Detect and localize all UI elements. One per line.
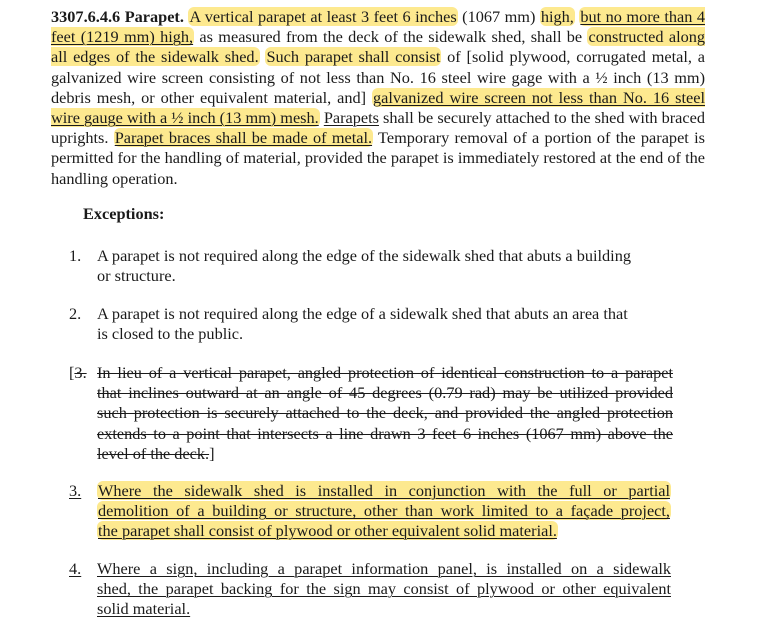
section-heading bbox=[51, 7, 184, 26]
exception-number-deleted: [3. bbox=[69, 363, 87, 382]
body-text: as measured from the deck of the sidewalk shed, shall be bbox=[194, 27, 588, 47]
deleted-line: level of the deck. bbox=[97, 443, 210, 463]
body-text: of [solid plywood, corrugated metal, a galvanized wire screen consisting of not less than No. 16 steel wire gage with a ½ inch (13 mm) debris mesh, or other equivalent material, and] bbox=[51, 47, 706, 107]
deleted-line: such protection is securely attached to the deck, and provided the angled protection bbox=[97, 403, 673, 423]
exception-number: 1. bbox=[69, 246, 82, 265]
close-bracket: ] bbox=[209, 443, 215, 463]
section-paragraph bbox=[51, 7, 705, 189]
highlighted-text: but no more than 4 feet (1219 mm) high, bbox=[51, 7, 705, 47]
highlighted-text: high, bbox=[540, 7, 574, 26]
inserted-line: Where the sidewalk shed is installed in conjunction with the full or partial bbox=[98, 481, 670, 500]
highlighted-text: A vertical parapet at least 3 feet 6 inches bbox=[189, 7, 457, 26]
exception-line: A parapet is not required along the edge of a sidewalk shed that abuts an area that bbox=[97, 304, 628, 323]
exception-item-3-new bbox=[69, 481, 671, 542]
exception-item-1 bbox=[69, 246, 671, 286]
exception-item-2 bbox=[69, 304, 671, 344]
body-text: (1067 mm) bbox=[457, 7, 540, 26]
inserted-line: shed, the parapet backing for the sign may consist of plywood or other equivalent bbox=[97, 579, 671, 599]
open-bracket: [ bbox=[69, 363, 75, 382]
exception-line: is closed to the public. bbox=[97, 324, 244, 344]
inserted-line: demolition of a building or structure, other than work limited to a façade project, bbox=[98, 501, 670, 521]
highlighted-text: constructed along all edges of the sidewalk shed. bbox=[51, 27, 706, 67]
section-body bbox=[51, 7, 705, 188]
underlined-text: Parapets bbox=[323, 108, 379, 128]
exceptions-title: Exceptions: bbox=[83, 204, 165, 223]
highlighted-text: galvanized wire screen not less than No. 16 steel wire gauge with a ½ inch (13 mm) mesh. bbox=[51, 87, 705, 128]
exception-item-3-deleted bbox=[69, 363, 673, 464]
body-text: shall be securely attached to the shed with braced uprights. bbox=[51, 108, 705, 148]
exception-number: 2. bbox=[69, 304, 82, 323]
inserted-line: Where a sign, including a parapet information panel, is installed on a sidewalk bbox=[97, 559, 671, 578]
inserted-line: solid material. bbox=[97, 599, 191, 619]
exception-line: A parapet is not required along the edge of the sidewalk shed that abuts a building bbox=[97, 246, 631, 265]
highlighted-text: Parapet braces shall be made of metal. bbox=[114, 128, 373, 148]
deleted-line: extends to a point that intersects a line drawn 3 feet 6 inches (1067 mm) above the bbox=[97, 423, 673, 443]
exception-number: 3. bbox=[69, 481, 82, 500]
section-number: 3307.6.4.6 bbox=[51, 7, 121, 26]
deleted-line: In lieu of a vertical parapet, angled protection of identical construction to a parapet bbox=[97, 363, 673, 382]
body-text: Temporary removal of a portion of the parapet is permitted for the handling of material, provided the parapet is immediately restored at the end of the handling operation. bbox=[51, 128, 705, 188]
highlighted-text: Such parapet shall consist bbox=[266, 47, 441, 67]
exception-line: or structure. bbox=[97, 266, 176, 286]
section-title: Parapet. bbox=[124, 7, 184, 26]
exception-item-4 bbox=[69, 559, 671, 620]
exception-number: 4. bbox=[69, 559, 82, 578]
deleted-line: that inclines outward at an angle of 45 degrees (0.79 rad) may be utilized provided bbox=[97, 383, 673, 403]
inserted-line: the parapet shall consist of plywood or other equivalent solid material. bbox=[98, 521, 557, 541]
